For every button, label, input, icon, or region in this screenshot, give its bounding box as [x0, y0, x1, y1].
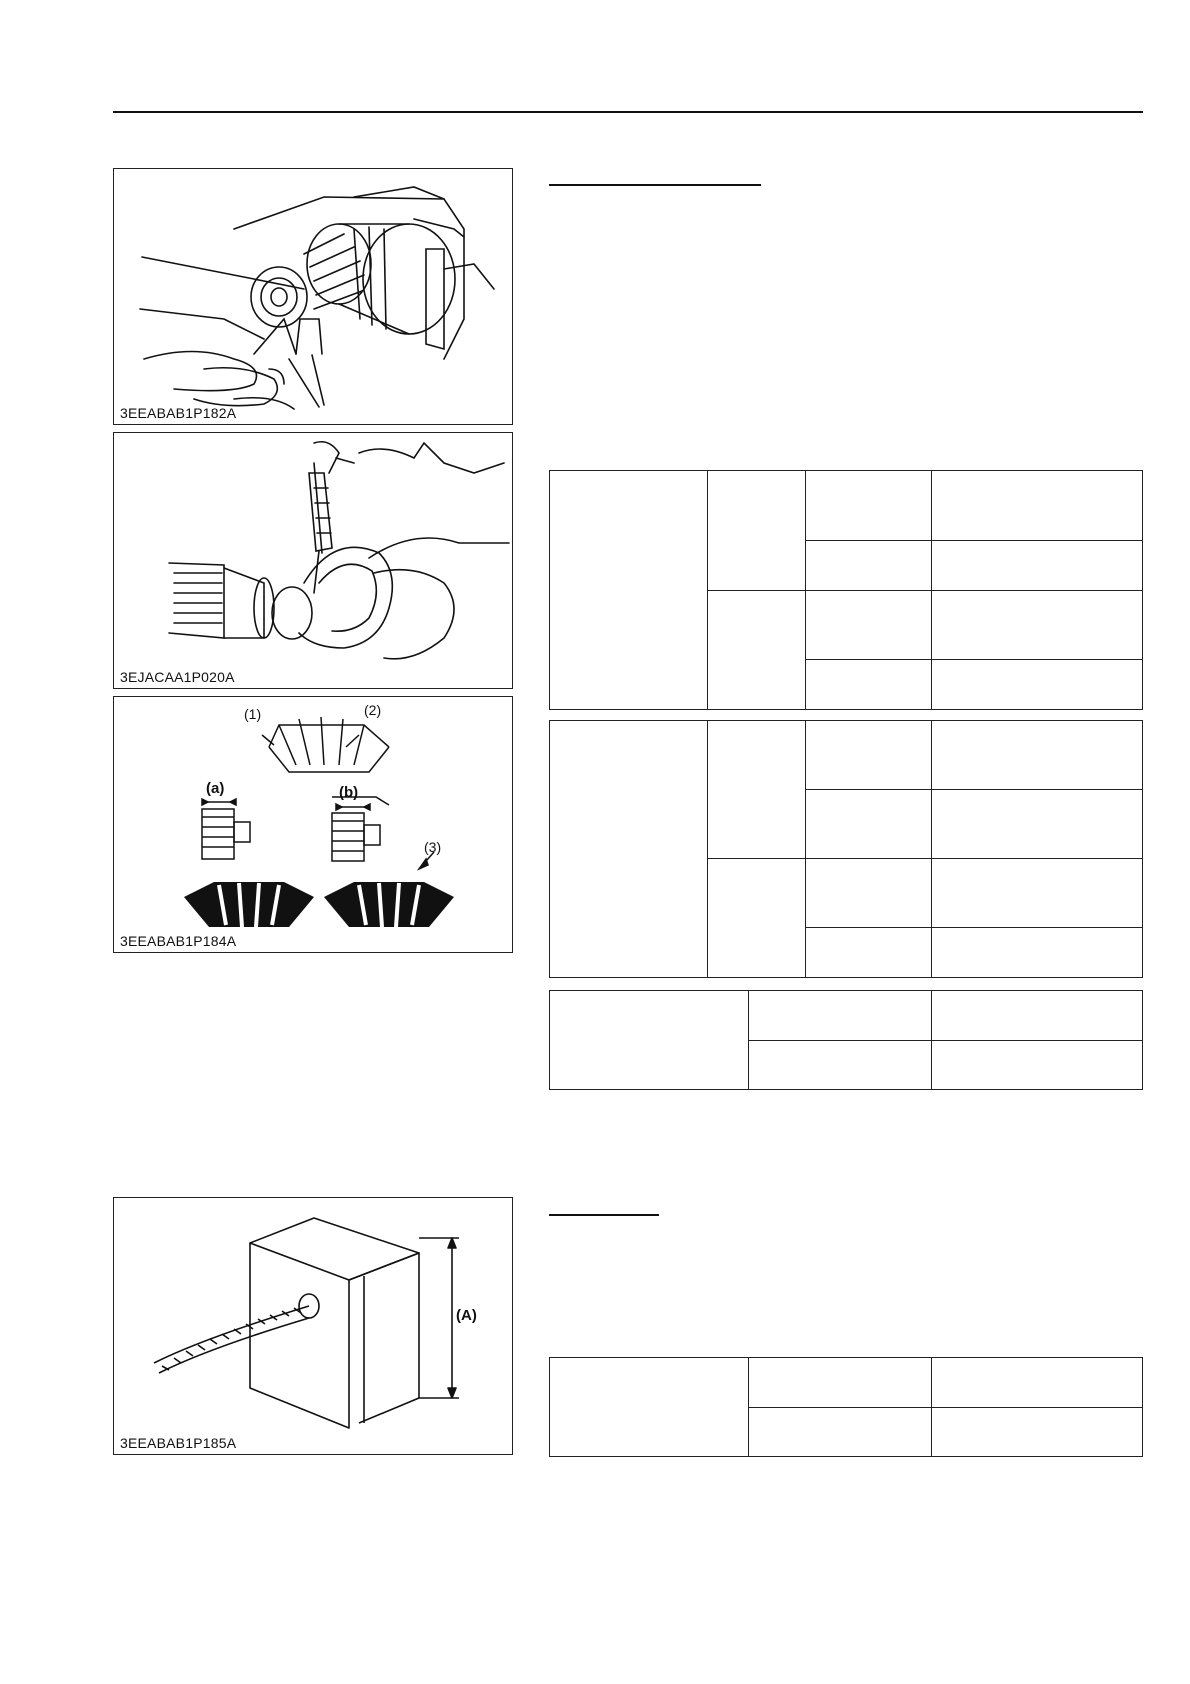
callout-1: (1): [244, 706, 262, 722]
spec-table-brush-length: [549, 1357, 1143, 1457]
figure-mica-undercut: [113, 696, 513, 953]
table-cell: [932, 591, 1143, 660]
table-row: [550, 1358, 1143, 1408]
figure-commutator-runout: [113, 432, 513, 689]
table-cell: [932, 859, 1143, 928]
table-cell: [932, 1358, 1143, 1408]
table-cell: [932, 541, 1143, 591]
table-cell: [550, 721, 708, 978]
table-cell: [806, 859, 932, 928]
table-cell: [932, 1041, 1143, 1090]
table-cell: [932, 1408, 1143, 1457]
table-cell: [749, 1408, 932, 1457]
table-cell: [806, 928, 932, 978]
header-rule: [113, 111, 1143, 113]
brush-length-illustration: [114, 1198, 513, 1455]
table-cell: [806, 790, 932, 859]
mica-undercut-illustration: [114, 697, 513, 953]
table-row: [550, 721, 1143, 790]
table-cell: [749, 991, 932, 1041]
figure-code: 3EEABAB1P185A: [120, 1435, 237, 1451]
section-heading-underline-brush: [549, 1214, 659, 1216]
spec-table-mica-undercut: [549, 720, 1143, 978]
table-cell: [708, 721, 806, 859]
table-cell: [708, 591, 806, 710]
table-row: [550, 471, 1143, 541]
table-cell: [708, 471, 806, 591]
callout-3: (3): [424, 839, 442, 855]
spec-table-commutator-od: [549, 470, 1143, 710]
callout-a: (a): [206, 780, 225, 797]
table-cell: [932, 471, 1143, 541]
table-cell: [806, 721, 932, 790]
callout-2: (2): [364, 702, 382, 718]
table-cell: [932, 660, 1143, 710]
table-cell: [932, 790, 1143, 859]
callout-b: (b): [339, 784, 359, 801]
table-cell: [749, 1358, 932, 1408]
table-cell: [806, 660, 932, 710]
table-cell: [932, 928, 1143, 978]
table-cell: [932, 991, 1143, 1041]
table-row: [550, 991, 1143, 1041]
table-cell: [749, 1041, 932, 1090]
figure-code: 3EEABAB1P184A: [120, 933, 237, 949]
figure-code: 3EEABAB1P182A: [120, 405, 237, 421]
commutator-runout-illustration: [114, 433, 513, 689]
table-cell: [550, 991, 749, 1090]
spec-table-runout: [549, 990, 1143, 1090]
figure-brush-length: [113, 1197, 513, 1455]
table-cell: [806, 591, 932, 660]
table-cell: [932, 721, 1143, 790]
table-cell: [806, 541, 932, 591]
table-cell: [806, 471, 932, 541]
commutator-od-illustration: [114, 169, 513, 425]
section-heading-underline-commutator: [549, 184, 761, 186]
callout-A: (A): [456, 1307, 477, 1324]
table-cell: [708, 859, 806, 978]
figure-code: 3EJACAA1P020A: [120, 669, 235, 685]
table-cell: [550, 471, 708, 710]
figure-commutator-od: [113, 168, 513, 425]
table-cell: [550, 1358, 749, 1457]
